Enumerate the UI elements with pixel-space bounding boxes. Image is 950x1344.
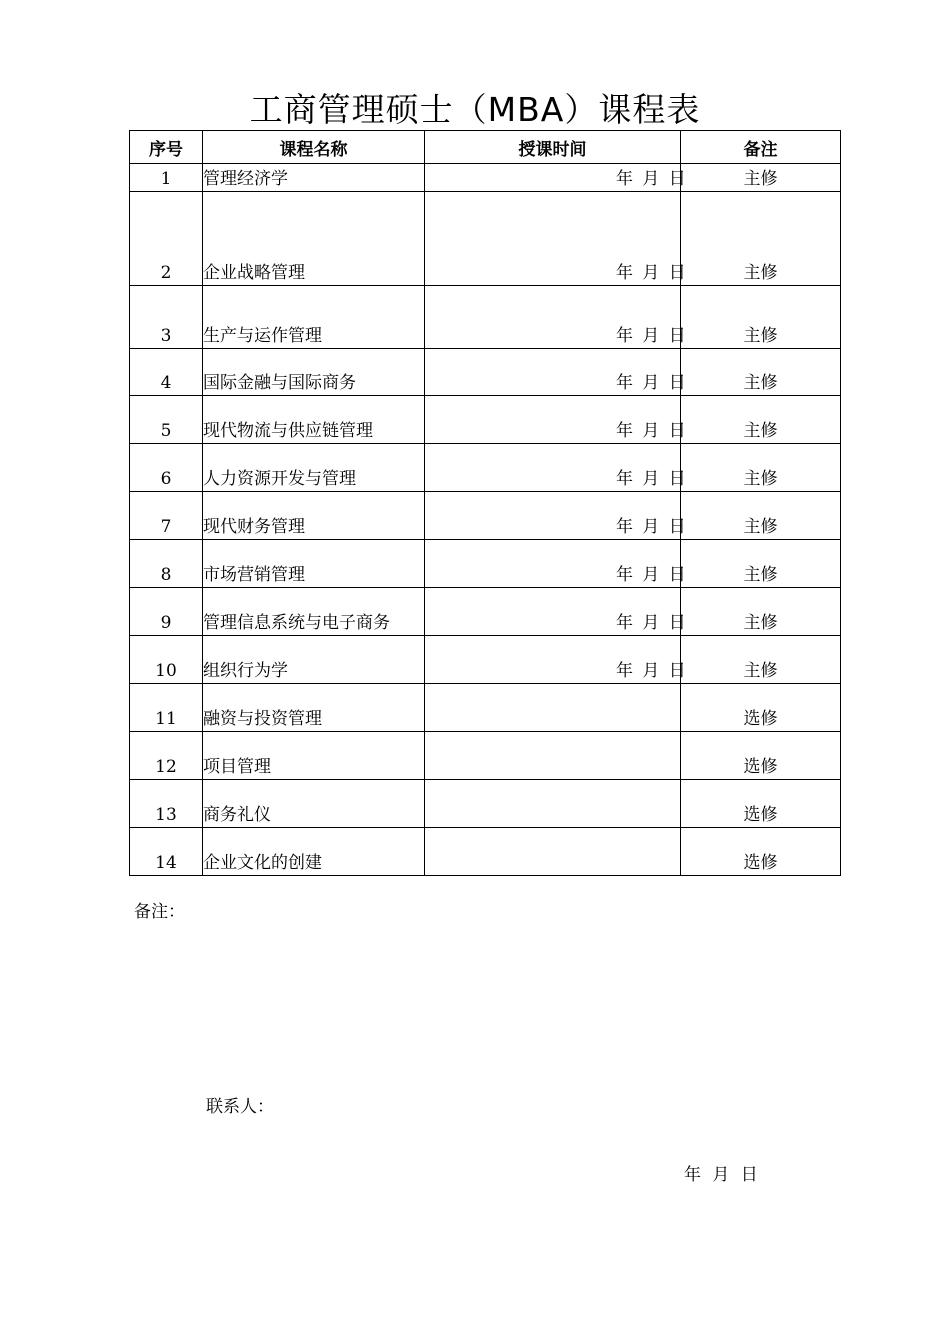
header-remark: 备注 <box>681 131 841 164</box>
row-index: 3 <box>130 286 203 349</box>
row-remark: 主修 <box>681 444 841 492</box>
row-index: 14 <box>130 828 203 876</box>
row-remark: 主修 <box>681 349 841 396</box>
course-table <box>129 130 841 876</box>
page-title: 工商管理硕士（MBA）课程表 <box>249 90 701 129</box>
row-course-name: 组织行为学 <box>203 636 425 684</box>
row-date-cell <box>425 444 688 492</box>
table-row <box>130 492 841 540</box>
row-index: 9 <box>130 588 203 636</box>
row-index: 6 <box>130 444 203 492</box>
table-row <box>130 396 841 444</box>
row-remark: 主修 <box>681 636 841 684</box>
row-index: 13 <box>130 780 203 828</box>
table-row <box>130 192 841 286</box>
contact-label: 联系人： <box>206 1097 274 1117</box>
footer-date: 年 月 日 <box>684 1165 761 1185</box>
table-row <box>130 732 841 780</box>
row-index: 7 <box>130 492 203 540</box>
row-date: 年 月 日 <box>616 565 688 585</box>
row-remark: 选修 <box>681 780 841 828</box>
row-index: 10 <box>130 636 203 684</box>
header-time: 授课时间 <box>425 131 681 164</box>
row-date-cell <box>425 540 688 588</box>
row-course-name: 企业文化的创建 <box>203 828 425 876</box>
row-remark: 主修 <box>681 396 841 444</box>
row-date-cell <box>425 286 688 349</box>
row-index: 1 <box>130 164 203 192</box>
row-course-name: 管理经济学 <box>203 164 425 192</box>
row-date: 年 月 日 <box>616 517 688 537</box>
row-course-name: 商务礼仪 <box>203 780 425 828</box>
table-row <box>130 636 841 684</box>
row-remark: 主修 <box>681 540 841 588</box>
row-date-cell <box>425 164 688 192</box>
row-date-cell <box>425 349 688 396</box>
row-course-name: 融资与投资管理 <box>203 684 425 732</box>
row-remark: 主修 <box>681 588 841 636</box>
row-date-cell <box>425 636 688 684</box>
row-index: 12 <box>130 732 203 780</box>
header-name: 课程名称 <box>203 131 425 164</box>
row-date: 年 月 日 <box>616 613 688 633</box>
row-remark: 主修 <box>681 164 841 192</box>
table-row <box>130 828 841 876</box>
row-course-name: 管理信息系统与电子商务 <box>203 588 425 636</box>
row-course-name: 现代财务管理 <box>203 492 425 540</box>
row-course-name: 市场营销管理 <box>203 540 425 588</box>
row-index: 4 <box>130 349 203 396</box>
row-date-cell <box>425 396 688 444</box>
row-course-name: 现代物流与供应链管理 <box>203 396 425 444</box>
row-course-name: 项目管理 <box>203 732 425 780</box>
row-date-cell <box>425 732 681 780</box>
row-remark: 选修 <box>681 684 841 732</box>
row-course-name: 国际金融与国际商务 <box>203 349 425 396</box>
row-date-cell <box>425 588 688 636</box>
row-date: 年 月 日 <box>616 326 688 346</box>
note-label: 备注： <box>134 902 185 922</box>
table-row <box>130 444 841 492</box>
table-row <box>130 286 841 349</box>
row-index: 8 <box>130 540 203 588</box>
row-date: 年 月 日 <box>616 373 688 393</box>
row-course-name: 生产与运作管理 <box>203 286 425 349</box>
row-index: 11 <box>130 684 203 732</box>
row-remark: 选修 <box>681 732 841 780</box>
table-row <box>130 588 841 636</box>
row-date-cell <box>425 684 681 732</box>
row-date-cell <box>425 828 681 876</box>
row-date: 年 月 日 <box>616 263 688 283</box>
row-remark: 主修 <box>681 192 841 286</box>
table-row <box>130 684 841 732</box>
row-date-cell <box>425 492 688 540</box>
row-date-cell <box>425 780 681 828</box>
table-row <box>130 780 841 828</box>
table-header-row <box>130 131 841 164</box>
row-course-name: 人力资源开发与管理 <box>203 444 425 492</box>
row-date: 年 月 日 <box>616 169 688 189</box>
table-row <box>130 164 841 192</box>
row-date: 年 月 日 <box>616 421 688 441</box>
row-course-name: 企业战略管理 <box>203 192 425 286</box>
row-date: 年 月 日 <box>616 661 688 681</box>
header-index: 序号 <box>130 131 203 164</box>
row-index: 5 <box>130 396 203 444</box>
row-remark: 主修 <box>681 286 841 349</box>
row-remark: 选修 <box>681 828 841 876</box>
row-date: 年 月 日 <box>616 469 688 489</box>
row-remark: 主修 <box>681 492 841 540</box>
row-date-cell <box>425 192 688 286</box>
row-index: 2 <box>130 192 203 286</box>
table-row <box>130 349 841 396</box>
table-row <box>130 540 841 588</box>
